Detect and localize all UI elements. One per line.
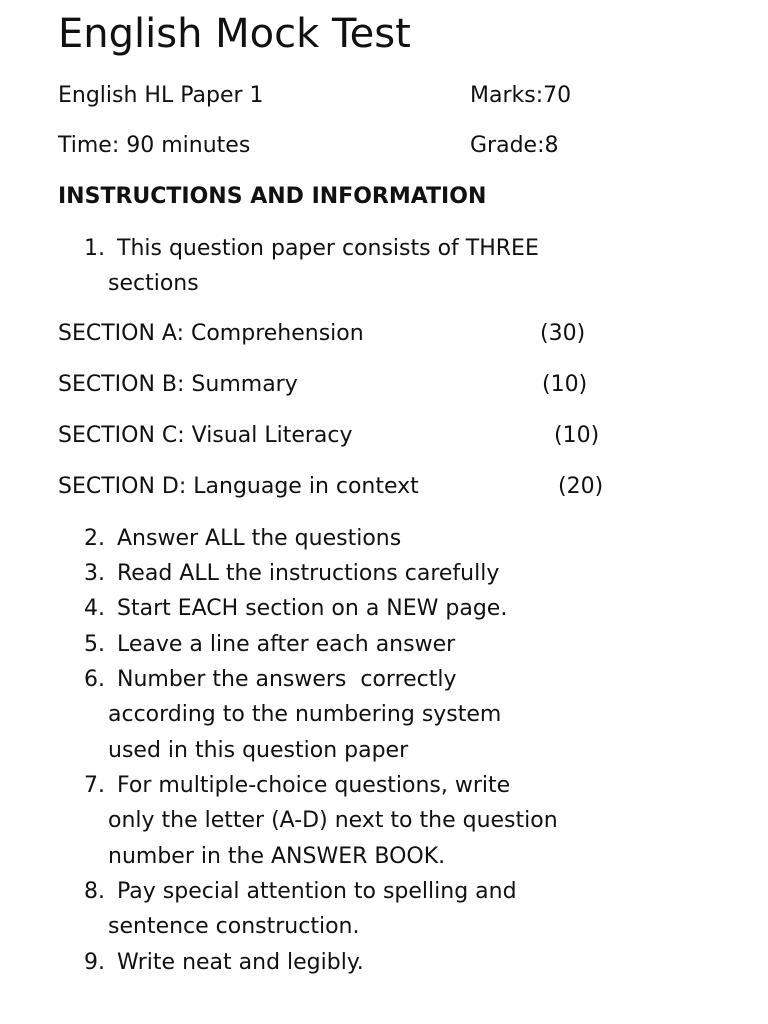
section-marks: (20): [558, 474, 604, 499]
instruction-text: Pay special attention to spelling and: [117, 879, 517, 904]
instruction-line: [84, 874, 724, 909]
instruction-text: This question paper consists of THREE: [117, 236, 539, 261]
instruction-line: [84, 945, 724, 980]
section-row-b: [58, 369, 678, 401]
instruction-line: [84, 768, 724, 803]
instruction-text: Start EACH section on a NEW page.: [117, 596, 508, 621]
instruction-line: only the letter (A-D) next to the question: [108, 808, 558, 834]
instruction-number: 7.: [84, 773, 105, 798]
instruction-number: 9.: [84, 950, 105, 975]
instruction-item-8: [84, 874, 724, 945]
grade-level: Grade:8: [470, 133, 559, 158]
instruction-item-6: [84, 662, 724, 768]
page-title: English Mock Test: [58, 11, 411, 57]
instruction-text: Read ALL the instructions carefully: [117, 561, 500, 586]
instruction-line: according to the numbering system: [108, 702, 502, 728]
section-name: SECTION A: Comprehension: [58, 321, 364, 346]
instruction-text: Answer ALL the questions: [117, 526, 402, 551]
instruction-item-4: [84, 591, 724, 626]
instruction-line: [84, 591, 724, 626]
instruction-text: Leave a line after each answer: [117, 632, 456, 657]
instruction-number: 2.: [84, 526, 105, 551]
instruction-item-2: [84, 521, 724, 556]
section-row-d: [58, 471, 678, 503]
section-row-c: [58, 420, 678, 452]
instruction-item-1: [84, 231, 724, 302]
total-marks: Marks:70: [470, 83, 572, 108]
instruction-text: For multiple-choice questions, write: [117, 773, 511, 798]
section-marks: (10): [554, 423, 600, 448]
section-row-a: [58, 318, 678, 350]
paper-name: English HL Paper 1: [58, 83, 264, 108]
instruction-number: 6.: [84, 667, 105, 692]
section-name: SECTION D: Language in context: [58, 474, 419, 499]
instruction-number: 8.: [84, 879, 105, 904]
instruction-line: [84, 521, 724, 556]
instruction-number: 1.: [84, 236, 105, 261]
instruction-line: sentence construction.: [108, 914, 360, 940]
instruction-line: used in this question paper: [108, 737, 409, 763]
time-allowed: Time: 90 minutes: [58, 133, 251, 158]
instruction-item-3: [84, 556, 724, 591]
instruction-text: Write neat and legibly.: [117, 950, 364, 975]
instruction-line: sections: [108, 271, 199, 297]
section-marks: (10): [542, 372, 588, 397]
section-marks: (30): [540, 321, 586, 346]
instructions-heading: INSTRUCTIONS AND INFORMATION: [58, 184, 487, 209]
instruction-number: 4.: [84, 596, 105, 621]
instruction-line: [84, 556, 724, 591]
instruction-item-9: [84, 945, 724, 980]
instruction-line: [84, 231, 724, 266]
instruction-text: Number the answers correctly: [117, 667, 457, 692]
meta-row-time: [58, 131, 718, 161]
instruction-line: number in the ANSWER BOOK.: [108, 843, 446, 869]
instruction-line: [84, 627, 724, 662]
meta-row-paper: [58, 81, 718, 111]
instruction-item-5: [84, 627, 724, 662]
instruction-item-7: [84, 768, 724, 874]
section-name: SECTION B: Summary: [58, 372, 298, 397]
instruction-number: 5.: [84, 632, 105, 657]
section-name: SECTION C: Visual Literacy: [58, 423, 353, 448]
instruction-number: 3.: [84, 561, 105, 586]
instruction-line: [84, 662, 724, 697]
